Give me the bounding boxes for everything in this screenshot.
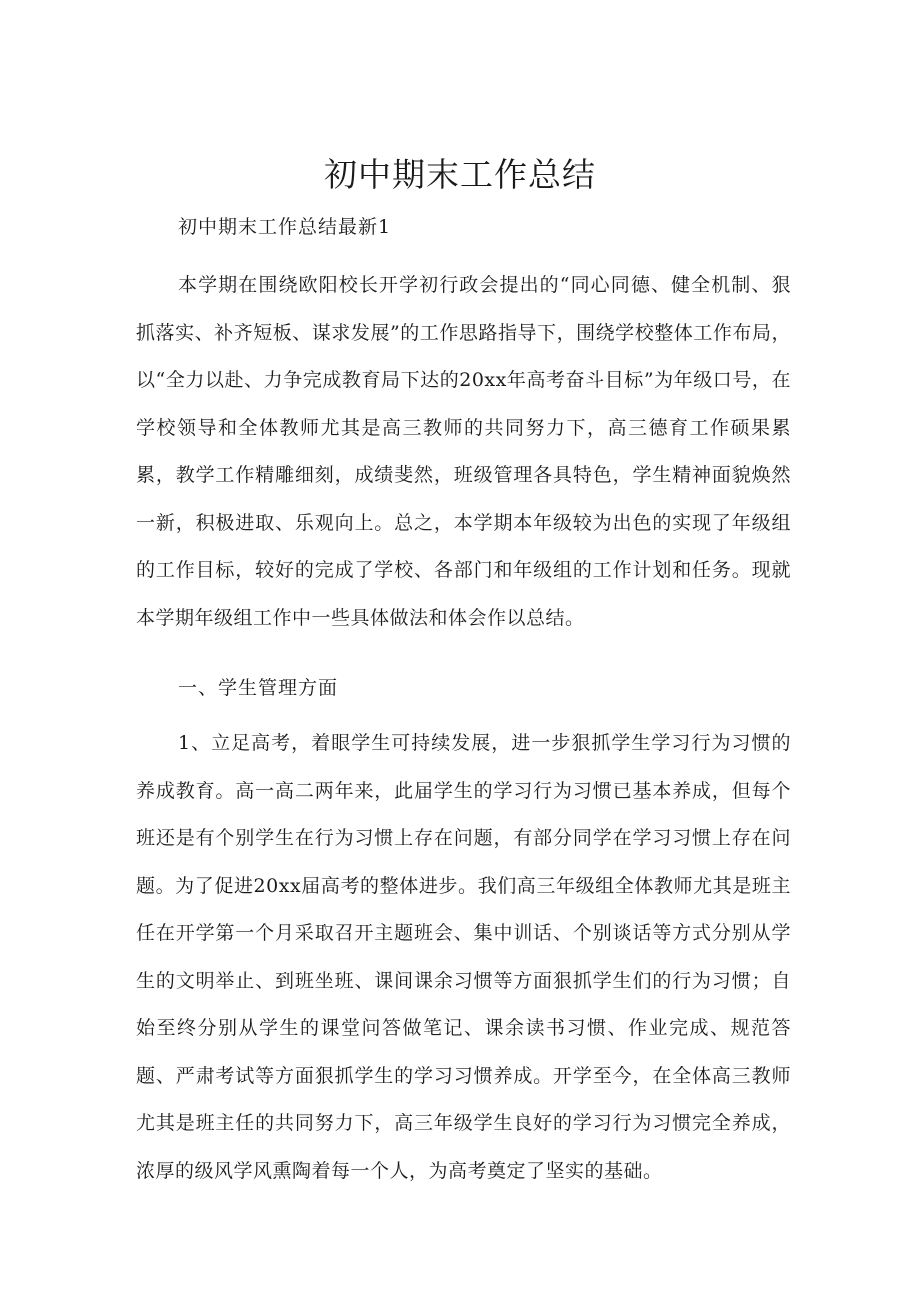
document-subtitle: 初中期末工作总结最新1: [178, 216, 392, 238]
body-paragraph: 1、立足高考，着眼学生可持续发展，进一步狠抓学生学习行为习惯的养成教育。高一高二两年来，此届学生的学习行为习惯已基本养成，但每个班还是有个别学生在行为习惯上存在问题，有部分同学在学习习惯上存在问题。为了促进20xx届高考的整体进步。我们高三年级组全体教师尤其是班主任在开学第一个月采取召开主题班会、集中训话、个别谈话等方式分别从学生的文明举止、到班坐班、课间课余习惯等方面狠抓学生们的行为习惯；自始至终分别从学生的课堂问答做笔记、课余读书习惯、作业完成、规范答题、严肃考试等方面狠抓学生的学习习惯养成。开学至今，在全体高三教师尤其是班主任的共同努力下，高三年级学生良好的学习行为习惯完全养成，浓厚的级风学风熏陶着每一个人，为高考奠定了坚实的基础。: [136, 732, 791, 1182]
intro-paragraph: 本学期在围绕欧阳校长开学初行政会提出的“同心同德、健全机制、狠抓落实、补齐短板、谋求发展”的工作思路指导下，围绕学校整体工作布局，以“全力以赴、力争完成教育局下达的20xx年高考奋斗目标”为年级口号，在学校领导和全体教师尤其是高三教师的共同努力下，高三德育工作硕果累累，教学工作精雕细刻，成绩斐然，班级管理各具特色，学生精神面貌焕然一新，积极进取、乐观向上。总之，本学期本年级较为出色的实现了年级组的工作目标，较好的完成了学校、各部门和年级组的工作计划和任务。现就本学期年级组工作中一些具体做法和体会作以总结。: [136, 274, 791, 629]
section-heading: 一、学生管理方面: [178, 677, 339, 699]
document-title: 初中期末工作总结: [324, 155, 596, 194]
